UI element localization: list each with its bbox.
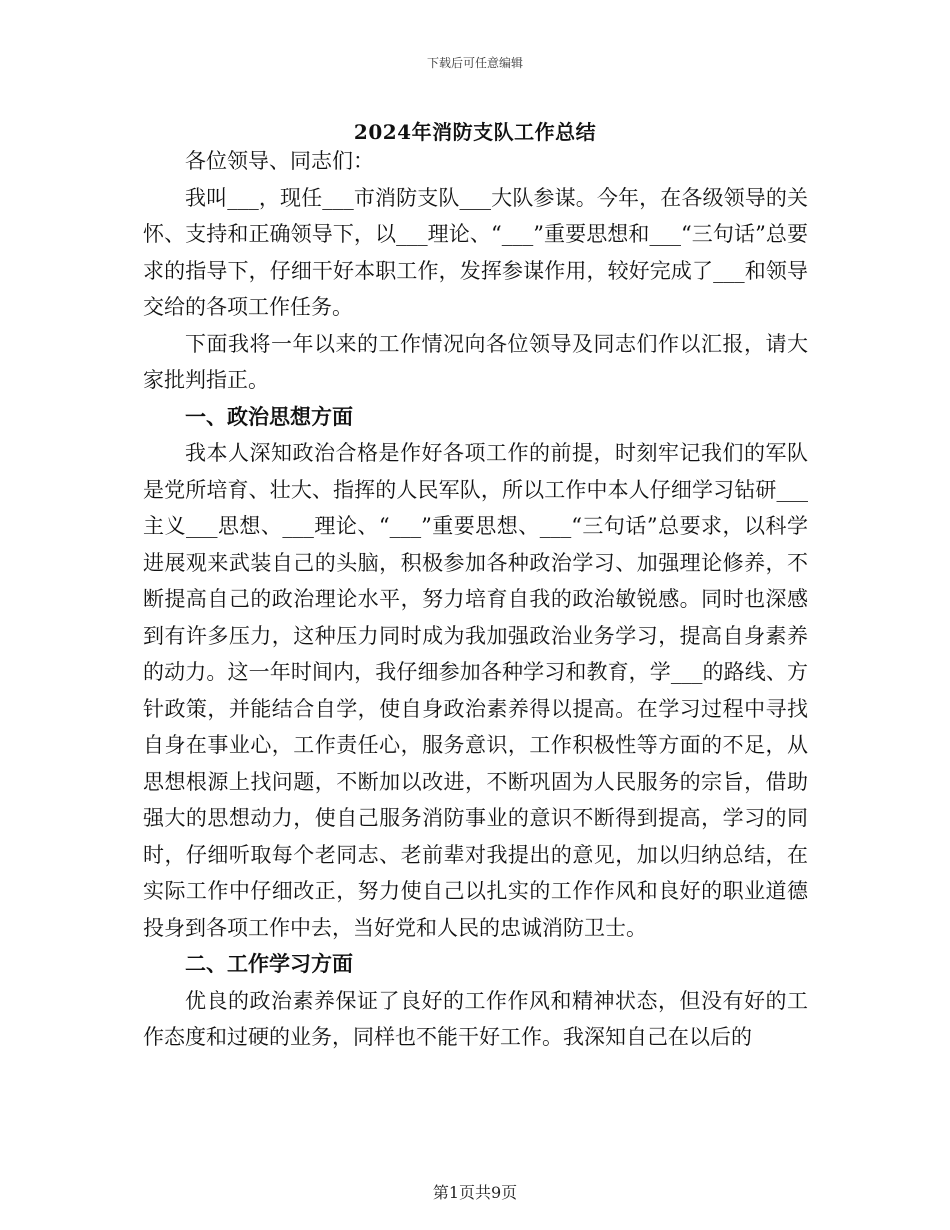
header-note: 下载后可任意编辑 <box>426 56 523 70</box>
document-body <box>143 143 808 1056</box>
intro-paragraph: 我叫___，现任___市消防支队___大队参谋。今年，在各级领导的关怀、支持和正确领导下，以___理论、“___”重要思想和___“三句话”总要求的指导下，仔细干好本职工作，发挥参谋作用，较好完成了___和领导交给的各项工作任务。 <box>143 185 808 319</box>
section-1-heading: 一、政治思想方面 <box>185 403 353 429</box>
salutation: 各位领导、同志们： <box>185 149 374 173</box>
section-1-paragraph: 我本人深知政治合格是作好各项工作的前提，时刻牢记我们的军队是党所培育、壮大、指挥的人民军队，所以工作中本人仔细学习钻研___主义___思想、___理论、“___”重要思想、___“三句话”总要求，以科学进展观来武装自己的头脑，积极参加各种政治学习、加强理论修养，不断提高自己的政治理论水平，努力培育自我的政治敏锐感。同时也深感到有许多压力，这种压力同时成为我加强政治业务学习，提高自身素养的动力。这一年时间内，我仔细参加各种学习和教育，学___的路线、方针政策，并能结合自学，使自身政治素养得以提高。在学习过程中寻找自身在事业心，工作责任心，服务意识，工作积极性等方面的不足，从思想根源上找问题，不断加以改进，不断巩固为人民服务的宗旨，借助强大的思想动力，使自己服务消防事业的意识不断得到提高，学习的同时，仔细听取每个老同志、老前辈对我提出的意见，加以归纳总结，在实际工作中仔细改正，努力使自己以扎实的工作作风和良好的职业道德投身到各项工作中去，当好党和人民的忠诚消防卫士。 <box>143 441 808 940</box>
page-number: 第1页共9页 <box>432 1183 518 1202</box>
section-2-heading: 二、工作学习方面 <box>185 951 353 976</box>
section-2-paragraph: 优良的政治素养保证了良好的工作作风和精神状态，但没有好的工作态度和过硬的业务，同样也不能干好工作。我深知自己在以后的 <box>143 988 808 1049</box>
document-title: 2024年消防支队工作总结 <box>353 120 597 144</box>
intro-paragraph-2: 下面我将一年以来的工作情况向各位领导及同志们作以汇报，请大家批判指正。 <box>143 331 808 392</box>
